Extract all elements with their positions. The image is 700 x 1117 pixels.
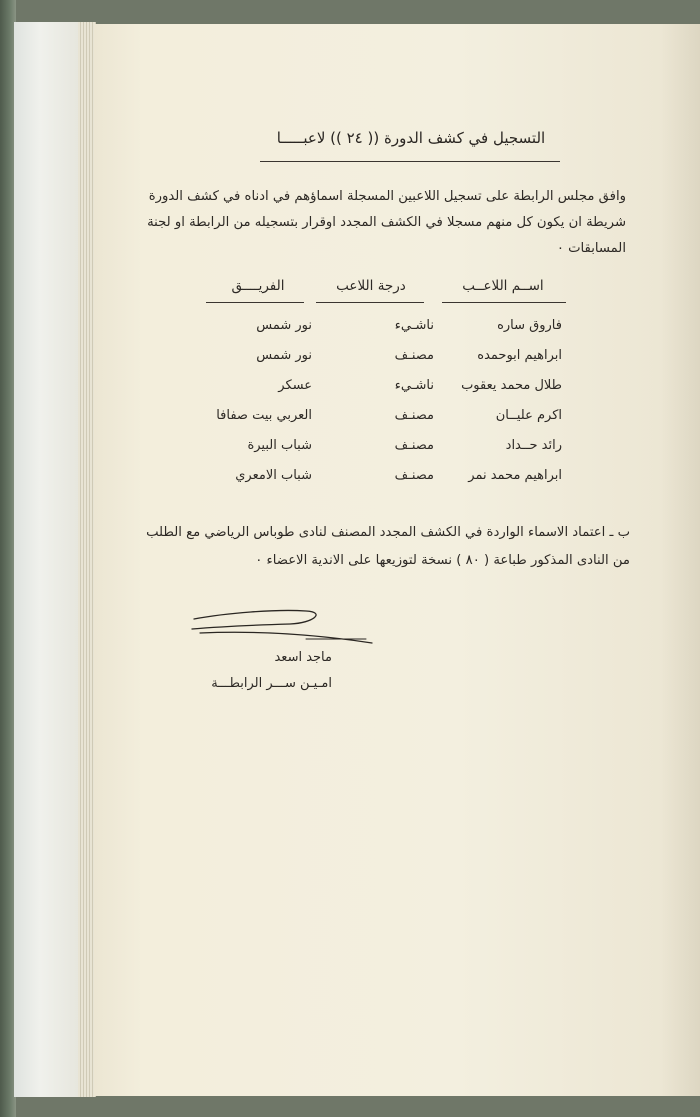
player-team: العربي بيت صفافا [216, 408, 312, 423]
signatory-name: ماجد اسعد [274, 650, 332, 665]
player-grade: ناشـيء [394, 318, 434, 333]
player-name: فاروق ساره [497, 318, 562, 333]
spine-paper [14, 22, 81, 1097]
player-team: شباب البيرة [247, 438, 312, 453]
intro-line: المسابقات ٠ [556, 241, 626, 256]
table-row [94, 438, 700, 462]
resolution-paragraph [146, 519, 630, 575]
intro-paragraph [147, 184, 626, 262]
player-grade: مصنـف [394, 438, 434, 453]
intro-line: شريطة ان يكون كل منهم مسجلا في الكشف المجدد اوقرار بتسجيله من الرابطة او لجنة [147, 215, 626, 230]
column-header-grade: درجة اللاعب [336, 278, 406, 294]
document-page [94, 24, 700, 1096]
player-name: ابراهيم ابوحمده [477, 348, 562, 363]
signatory-title: امـيـن ســـر الرابطـــة [211, 676, 332, 691]
player-team: نور شمس [256, 318, 312, 333]
player-team: نور شمس [256, 348, 312, 363]
column-header-name: اســم اللاعــب [462, 278, 544, 294]
table-row [94, 348, 700, 372]
player-name: ابراهيم محمد نمر [468, 468, 562, 483]
page-title: التسجيل في كشف الدورة (( ٢٤ )) لاعبـــــا [276, 129, 546, 147]
table-row [94, 408, 700, 432]
player-team: عسكر [278, 378, 312, 393]
intro-line: وافق مجلس الرابطة على تسجيل اللاعبين المسجلة اسماؤهم في ادناه في كشف الدورة [148, 189, 626, 204]
player-name: طلال محمد يعقوب [461, 378, 562, 393]
table-row [94, 468, 700, 492]
resolution-line: من النادى المذكور طباعة ( ٨٠ ) نسخة لتوزيعها على الاندية الاعضاء ٠ [255, 553, 630, 568]
table-row [94, 378, 700, 402]
player-grade: مصنـف [394, 348, 434, 363]
title-underline [260, 161, 560, 162]
player-grade: مصنـف [394, 468, 434, 483]
column-header-team: الفريــــق [231, 278, 285, 294]
resolution-line: ب ـ اعتماد الاسماء الواردة في الكشف المجدد المصنف لنادى طوباس الرياضي مع الطلب [146, 525, 630, 540]
player-name: رائد حــداد [505, 438, 562, 453]
player-grade: مصنـف [394, 408, 434, 423]
player-team: شباب الامعري [235, 468, 312, 483]
player-grade: ناشـيء [394, 378, 434, 393]
column-header-name-rule [442, 302, 566, 303]
column-header-grade-rule [316, 302, 424, 303]
table-row [94, 318, 700, 342]
column-header-team-rule [206, 302, 304, 303]
player-name: اكرم عليــان [495, 408, 562, 423]
